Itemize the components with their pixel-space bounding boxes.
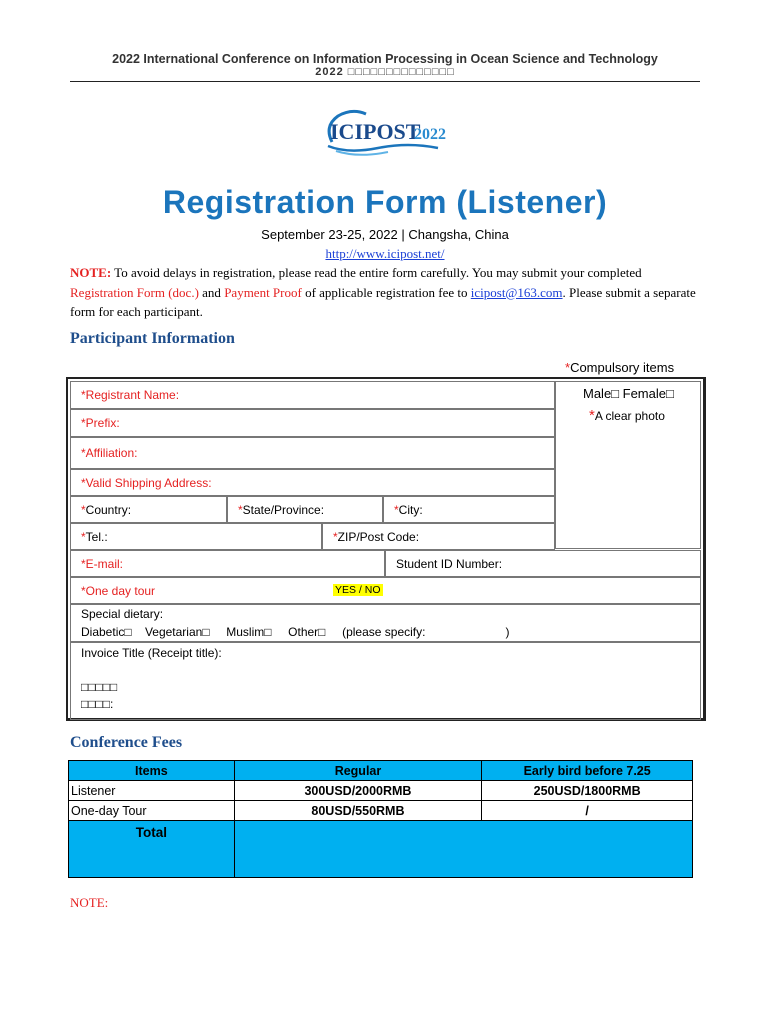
note-label: NOTE: [70, 265, 112, 280]
svg-text:2022: 2022 [414, 126, 446, 143]
fee-item-listener: Listener [69, 781, 235, 801]
header-items: Items [69, 761, 235, 781]
total-value-cell[interactable] [234, 821, 692, 878]
registrant-name-field[interactable] [70, 381, 555, 409]
fee-tour-regular: 80USD/550RMB [234, 801, 482, 821]
fee-tour-early: / [482, 801, 693, 821]
city-field[interactable] [383, 496, 555, 523]
photo-text: A clear photo [594, 409, 665, 423]
required-star: * [81, 502, 86, 517]
invoice-line-1: □□□□□ [81, 680, 118, 694]
email-label: *E-mail: [81, 556, 124, 571]
fee-listener-regular: 300USD/2000RMB [234, 781, 482, 801]
zip-field[interactable] [322, 523, 555, 550]
affiliation-label: *Affiliation: [81, 446, 138, 460]
state-label: State/Province: [242, 502, 325, 517]
header-regular: Regular [234, 761, 482, 781]
city-label: City: [398, 502, 423, 517]
fee-listener-early: 250USD/1800RMB [482, 781, 693, 801]
svg-text:ICIPOST: ICIPOST [330, 119, 421, 144]
zip-label: ZIP/Post Code: [337, 529, 420, 544]
email-field[interactable] [70, 550, 385, 577]
prefix-field[interactable] [70, 409, 555, 437]
required-star: * [238, 502, 243, 517]
note-paragraph [70, 263, 705, 322]
country-field[interactable] [70, 496, 227, 523]
header-early-bird: Early bird before 7.25 [482, 761, 693, 781]
special-dietary-label: Special dietary: [81, 607, 164, 621]
fees-table-header [69, 761, 693, 781]
total-label: Total [69, 821, 235, 878]
registrant-name-label: *Registrant Name: [81, 388, 180, 402]
conference-title-cn: 2022 □□□□□□□□□□□□□□ [315, 66, 455, 78]
icipost-logo [318, 108, 453, 158]
one-day-tour-label: *One day tour [81, 583, 156, 598]
conference-title-en: 2022 International Conference on Information Processing in Ocean Science and Technology [112, 52, 658, 66]
table-row [69, 801, 693, 821]
photo-label [589, 407, 665, 424]
required-star: * [589, 407, 595, 424]
website-link[interactable]: http://www.icipost.net/ [325, 246, 445, 261]
affiliation-field[interactable] [70, 437, 555, 469]
compulsory-text: Compulsory items [570, 360, 675, 375]
header-divider [70, 81, 700, 82]
note-text: and [198, 284, 225, 300]
dates-location: September 23-25, 2022 | Changsha, China [261, 227, 509, 242]
tour-yes-no-option[interactable]: YES / NO [335, 584, 381, 596]
participant-section-title: Participant Information [70, 330, 235, 347]
invoice-title-field[interactable] [70, 642, 701, 720]
shipping-address-field[interactable] [70, 469, 555, 496]
dietary-options[interactable]: Diabetic□ Vegetarian□ Muslim□ Other□ (please specify: ) [81, 625, 510, 639]
invoice-line-2: □□□□: [81, 697, 114, 711]
required-star: * [565, 360, 571, 375]
required-star: * [394, 502, 399, 517]
note-text: . Please submit a separate form for each participant. [70, 284, 696, 319]
table-row [69, 781, 693, 801]
required-star: * [81, 529, 86, 544]
tel-field[interactable] [70, 523, 322, 550]
prefix-label: *Prefix: [81, 416, 120, 430]
fee-item-tour: One-day Tour [69, 801, 235, 821]
required-star: * [333, 529, 338, 544]
fees-table [68, 760, 693, 878]
page-title: Registration Form (Listener) [162, 184, 608, 220]
state-field[interactable] [227, 496, 383, 523]
email-link[interactable]: icipost@163.com [470, 284, 563, 300]
shipping-address-label: *Valid Shipping Address: [81, 475, 212, 490]
note-text: To avoid delays in registration, please read the entire form carefully. You may submit your completed [111, 265, 642, 280]
student-id-field[interactable] [385, 550, 701, 577]
fees-section-title: Conference Fees [70, 734, 183, 751]
note-text: of applicable registration fee to [301, 284, 471, 300]
note-payment-proof: Payment Proof [224, 284, 302, 300]
total-row [69, 821, 693, 878]
country-label: Country: [85, 502, 132, 517]
tel-label: Tel.: [85, 529, 108, 544]
one-day-tour-field[interactable] [70, 577, 701, 604]
special-dietary-field[interactable] [70, 604, 701, 642]
invoice-title-label: Invoice Title (Receipt title): [81, 646, 222, 660]
photo-gender-box[interactable] [555, 381, 701, 549]
bottom-note: NOTE: [70, 895, 109, 910]
note-registration-form: Registration Form (doc.) [70, 284, 199, 300]
compulsory-note [565, 360, 674, 375]
student-id-label: Student ID Number: [396, 556, 503, 571]
gender-options[interactable]: Male□ Female□ [583, 386, 674, 401]
